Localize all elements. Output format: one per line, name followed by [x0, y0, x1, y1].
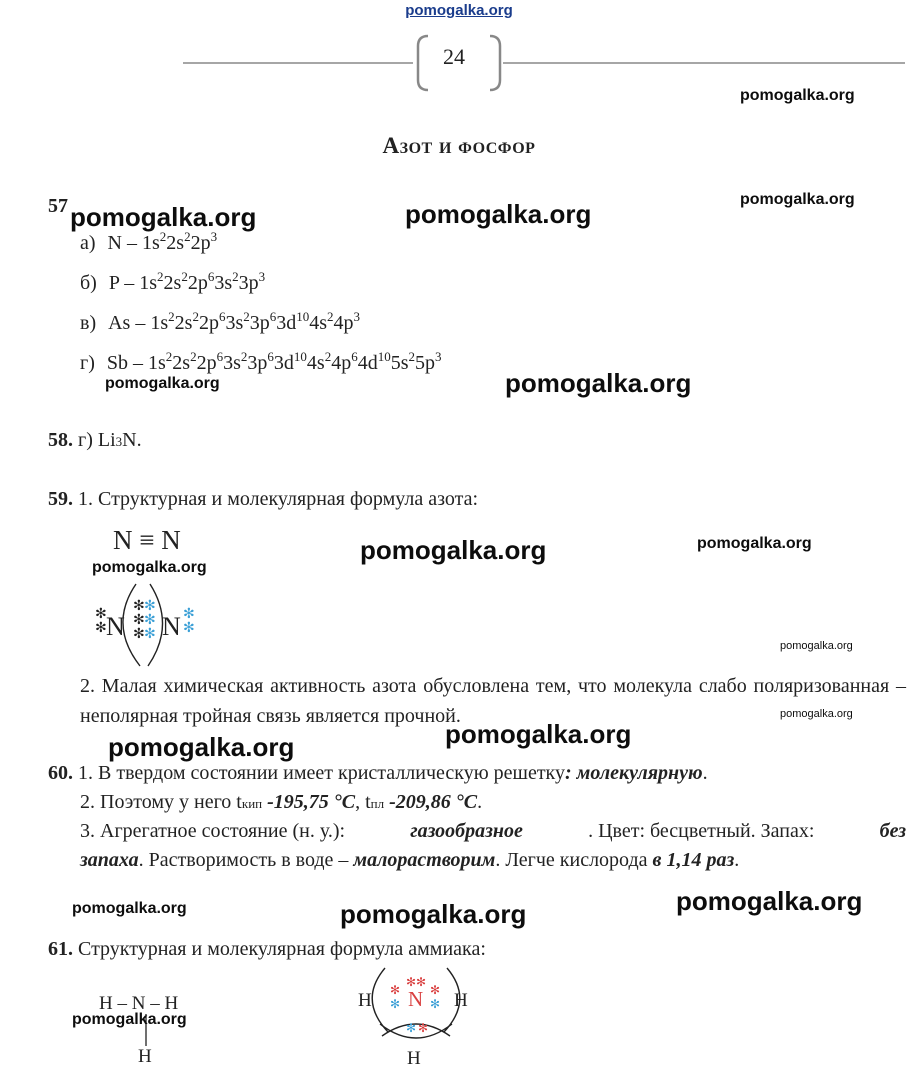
q61-number: 61.: [48, 938, 73, 960]
q57-orbital: 2s: [166, 232, 185, 254]
watermark: pomogalka.org: [92, 559, 207, 576]
q57-electron-count: 6: [351, 349, 358, 364]
svg-text:✻: ✻: [133, 598, 145, 614]
q57-electron-count: 10: [296, 309, 310, 324]
svg-text:✻: ✻: [133, 626, 145, 642]
q57-orbital: 2p: [196, 352, 217, 374]
watermark: pomogalka.org: [105, 375, 220, 392]
q60-line4: запаха. Растворимость в воде – малорастворим. Легче кислорода в 1,14 раз.: [80, 849, 740, 871]
q57-element-symbol: P: [108, 272, 120, 294]
nitrogen-atom-right: N: [162, 612, 181, 641]
svg-text:✻: ✻: [183, 620, 195, 636]
hydrogen-atom-right: H: [454, 990, 468, 1011]
hydrogen-atom-left: H: [358, 990, 372, 1011]
nitrogen-atom: N: [408, 987, 424, 1011]
svg-text:✻: ✻: [390, 983, 401, 997]
q57-orbital: 1s: [142, 232, 160, 254]
q58-answer: 58. г) Li3N.: [48, 429, 142, 451]
q57-orbital: 2p: [190, 232, 211, 254]
q57-orbital: 2s: [174, 312, 193, 334]
q57-electron-count: 3: [353, 309, 361, 324]
q57-electron-count: 2: [232, 269, 239, 284]
q59-item1: 59. 1. Структурная и молекулярная формула азота:: [48, 488, 479, 510]
q57-electron-count: 2: [157, 269, 164, 284]
svg-text:✻: ✻: [144, 612, 156, 628]
svg-text:✻: ✻: [416, 975, 427, 989]
watermark: pomogalka.org: [445, 719, 632, 749]
ammonia-structural-h-bottom: H: [138, 1046, 152, 1067]
q57-element-symbol: As: [108, 312, 131, 334]
q57-config-line: [80, 229, 218, 255]
q58-number: 58.: [48, 429, 73, 451]
q57-orbital: 2s: [163, 272, 182, 294]
q57-orbital: 3s: [214, 272, 233, 294]
page-title: Азот и фосфор: [382, 133, 536, 158]
q59-item2: 2. Малая химическая активность азота обусловлена тем, что молекула слабо поляризованная – неполярная тройная связь является прочной.: [80, 675, 906, 727]
q57-number: 57: [48, 195, 68, 217]
q57-electron-count: 6: [269, 309, 277, 324]
q60-number: 60.: [48, 762, 73, 784]
svg-text:✻: ✻: [430, 997, 441, 1011]
watermark: pomogalka.org: [697, 535, 812, 552]
q57-electron-count: 10: [377, 349, 391, 364]
svg-text:✻: ✻: [183, 606, 195, 622]
q57-electron-count: 6: [218, 309, 226, 324]
q57-orbital: 3p: [249, 312, 270, 334]
svg-text:✻: ✻: [144, 598, 156, 614]
q57-electron-count: 2: [240, 349, 248, 364]
watermark: pomogalka.org: [108, 732, 295, 762]
ammonia-structural-formula: H – N – H: [99, 993, 179, 1014]
q57-dash: –: [130, 312, 151, 334]
ammonia-lewis-diagram: [350, 962, 480, 1074]
q57-electron-count: 2: [168, 309, 175, 324]
watermark: pomogalka.org: [360, 535, 547, 565]
q57-electron-count: 2: [181, 269, 188, 284]
q57-orbital: 3d: [276, 312, 297, 334]
q57-item-label: г): [80, 352, 95, 374]
watermark: pomogalka.org: [505, 368, 692, 398]
watermark: pomogalka.org: [72, 900, 187, 917]
q57-electron-count: 2: [243, 309, 250, 324]
page-number: 24: [443, 44, 465, 69]
q57-electron-count: 3: [434, 349, 442, 364]
q57-config-line: [80, 349, 442, 375]
q57-orbital: 4s: [306, 352, 325, 374]
q57-electron-count: 6: [216, 349, 224, 364]
q57-orbital: 2s: [172, 352, 191, 374]
q57-dash: –: [122, 232, 142, 254]
q57-orbital: 2p: [198, 312, 219, 334]
q57-config-line: [80, 309, 361, 335]
q57-orbital: 3d: [273, 352, 294, 374]
q57-orbital: 4d: [357, 352, 378, 374]
q57-electron-count: 3: [210, 229, 218, 244]
q57-orbital: 4p: [331, 352, 352, 374]
watermark: pomogalka.org: [340, 899, 527, 929]
watermark: pomogalka.org: [740, 191, 855, 208]
hydrogen-atom-bottom: H: [407, 1048, 421, 1069]
watermark: pomogalka.org: [405, 199, 592, 229]
nitrogen-structural-formula: N ≡ N: [113, 525, 181, 555]
watermark: pomogalka.org: [676, 886, 863, 916]
q61-title: 61. Структурная и молекулярная формула аммиака:: [48, 938, 486, 960]
watermark: pomogalka.org: [70, 202, 257, 232]
q57-electron-count: 2: [192, 309, 199, 324]
svg-text:✻: ✻: [390, 997, 401, 1011]
q60-line2: 2. Поэтому у него tкип -195,75 °C, tпл -209,86 °C.: [80, 791, 483, 813]
q57-config-line: [80, 269, 266, 295]
svg-text:✻: ✻: [406, 1021, 417, 1035]
q57-electron-count: 2: [184, 229, 191, 244]
q57-electron-count: 6: [207, 269, 215, 284]
q57-electron-count: 6: [267, 349, 274, 364]
q57-orbital: 3s: [223, 352, 241, 374]
svg-text:✻: ✻: [95, 606, 107, 622]
q57-electron-count: 10: [293, 349, 307, 364]
watermark: pomogalka.org: [780, 640, 853, 652]
q57-orbital: 5p: [414, 352, 435, 374]
q57-orbital: 1s: [150, 312, 169, 334]
q57-element-symbol: N: [107, 232, 122, 254]
q57-orbital: 3p: [238, 272, 259, 294]
q57-dash: –: [128, 352, 148, 374]
q57-orbital: 5s: [390, 352, 409, 374]
q59-number: 59.: [48, 488, 73, 510]
nitrogen-atom-left: N: [106, 612, 125, 641]
q57-orbital: 3s: [225, 312, 244, 334]
q57-orbital: 1s: [139, 272, 158, 294]
svg-text:✻: ✻: [144, 626, 156, 642]
q57-electron-count: 2: [190, 349, 197, 364]
q57-electron-count: 2: [327, 309, 334, 324]
svg-text:✻: ✻: [406, 975, 417, 989]
q57-orbital: 2p: [187, 272, 208, 294]
svg-text:✻: ✻: [418, 1021, 429, 1035]
watermark: pomogalka.org: [780, 708, 853, 720]
q57-orbital: 4s: [309, 312, 328, 334]
q57-dash: –: [119, 272, 140, 294]
svg-text:✻: ✻: [133, 612, 145, 628]
nitrogen-lewis-diagram: [88, 580, 208, 670]
q57-electron-count: 2: [324, 349, 332, 364]
q57-electron-count: 2: [159, 229, 167, 244]
q60-line3: 3. Агрегатное состояние (н. у.): газообразное . Цвет: бесцветный. Запах: без: [80, 820, 906, 842]
q57-item-label: а): [80, 232, 96, 254]
q57-item-label: б): [80, 272, 97, 294]
watermark: pomogalka.org: [740, 87, 855, 104]
q60-line1: 60. 1. В твердом состоянии имеет кристаллическую решетку: молекулярную.: [48, 762, 708, 784]
q57-orbital: 1s: [148, 352, 166, 374]
watermark: pomogalka.org: [72, 1011, 187, 1028]
q57-element-symbol: Sb: [106, 352, 128, 374]
q57-electron-count: 2: [408, 349, 415, 364]
svg-text:✻: ✻: [430, 983, 441, 997]
top-site-link[interactable]: pomogalka.org: [405, 2, 513, 19]
q57-orbital: 3p: [247, 352, 268, 374]
svg-text:✻: ✻: [95, 620, 107, 636]
q57-electron-count: 3: [258, 269, 266, 284]
q57-item-label: в): [80, 312, 97, 334]
q57-orbital: 4p: [333, 312, 354, 334]
q57-electron-count: 2: [165, 349, 173, 364]
